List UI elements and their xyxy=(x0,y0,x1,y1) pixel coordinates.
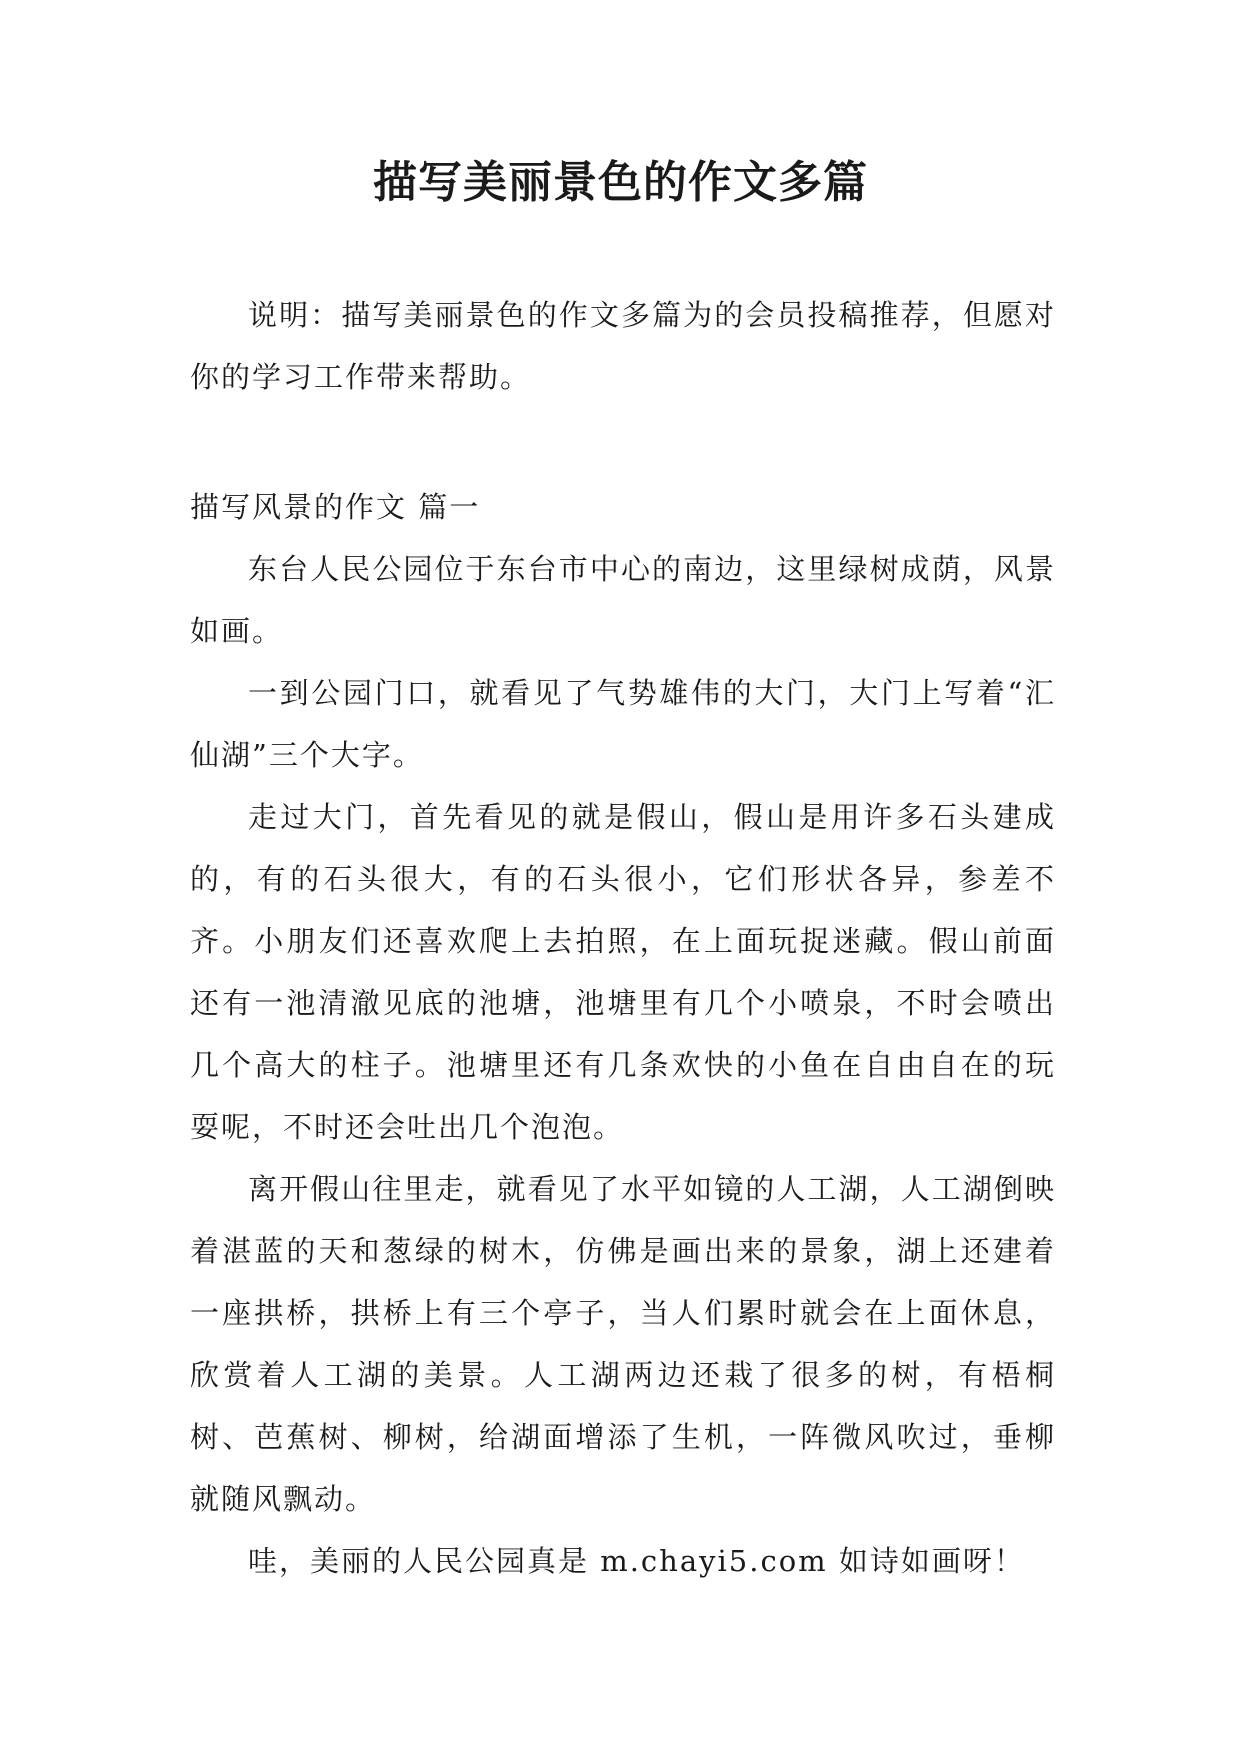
paragraph-2: 一到公园门口，就看见了气势雄伟的大门，大门上写着“汇仙湖”三个大字。 xyxy=(190,676,1056,772)
paragraph-4: 离开假山往里走，就看见了水平如镜的人工湖，人工湖倒映着湛蓝的天和葱绿的树木，仿佛是画出来的景象，湖上还建着一座拱桥，拱桥上有三个亭子，当人们累时就会在上面休息，欣赏着人工湖的美景。人工湖两边还栽了很多的树，有梧桐树、芭蕉树、柳树，给湖面增添了生机，一阵微风吹过，垂柳就随风飘动。 xyxy=(190,1172,1056,1516)
intro-paragraph: 说明：描写美丽景色的作文多篇为的会员投稿推荐，但愿对你的学习工作带来帮助。 xyxy=(190,298,1056,394)
paragraph-5: 哇，美丽的人民公园真是 m.chayi5.com 如诗如画呀！ xyxy=(248,1544,1025,1578)
document-title: 描写美丽景色的作文多篇 xyxy=(373,157,868,208)
document-body xyxy=(190,284,1056,1592)
paragraph-3: 走过大门，首先看见的就是假山，假山是用许多石头建成的，有的石头很大，有的石头很小，它们形状各异，参差不齐。小朋友们还喜欢爬上去拍照，在上面玩捉迷藏。假山前面还有一池清澈见底的池塘，池塘里有几个小喷泉，不时会喷出几个高大的柱子。池塘里还有几条欢快的小鱼在自由自在的玩耍呢，不时还会吐出几个泡泡。 xyxy=(190,800,1056,1144)
section-heading: 描写风景的作文 篇一 xyxy=(190,490,481,524)
section-spacer xyxy=(190,408,1056,476)
paragraph-1: 东台人民公园位于东台市中心的南边，这里绿树成荫，风景如画。 xyxy=(190,552,1056,648)
